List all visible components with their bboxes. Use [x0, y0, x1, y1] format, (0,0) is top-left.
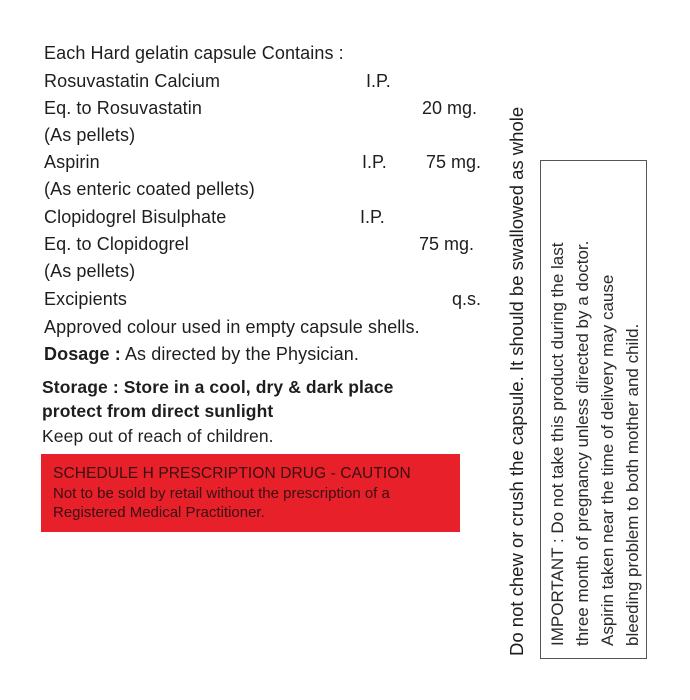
ingredient-quantity: 75 mg. [419, 234, 475, 254]
ingredient-name: (As pellets) [44, 261, 136, 281]
dosage-line [44, 343, 359, 365]
keep-out-of-reach: Keep out of reach of children. [42, 426, 274, 446]
ingredient-quantity: 20 mg. [422, 98, 478, 118]
swallow-warning: Do not chew or crush the capsule. It should be swallowed as whole [506, 106, 527, 656]
ingredient-standard: I.P. [366, 71, 391, 91]
ingredient-name: Eq. to Clopidogrel [44, 234, 189, 254]
schedule-h-line-2: Not to be sold by retail without the prescription of a [53, 485, 390, 502]
ingredient-name: Aspirin [44, 152, 100, 172]
schedule-h-line-3: Registered Medical Practitioner. [53, 504, 265, 521]
schedule-h-title: SCHEDULE H PRESCRIPTION DRUG - CAUTION [53, 465, 411, 482]
schedule-h-banner [41, 454, 460, 532]
composition-heading: Each Hard gelatin capsule Contains : [44, 43, 344, 63]
important-line-4: bleeding problem to both mother and child. [623, 323, 642, 646]
ingredient-name: Excipients [44, 289, 128, 309]
ingredient-name: Clopidogrel Bisulphate [44, 207, 227, 227]
colour-note: Approved colour used in empty capsule shells. [44, 317, 420, 337]
storage-line-2: protect from direct sunlight [42, 401, 274, 421]
ingredient-standard: I.P. [360, 207, 385, 227]
important-line-2: three month of pregnancy unless directed by a doctor. [573, 240, 592, 646]
ingredient-name: (As enteric coated pellets) [44, 179, 255, 199]
ingredient-quantity: 75 mg. [426, 152, 482, 172]
dosage-text: As directed by the Physician. [124, 344, 359, 364]
ingredient-quantity: q.s. [452, 289, 482, 309]
dosage-label: Dosage : [44, 344, 121, 364]
ingredient-name: (As pellets) [44, 125, 136, 145]
ingredient-standard: I.P. [362, 152, 387, 172]
important-line-1: IMPORTANT : Do not take this product during the last [548, 242, 567, 646]
important-line-3: Aspirin taken near the time of delivery may cause [598, 274, 617, 646]
storage-line-1: Storage : Store in a cool, dry & dark place [42, 377, 394, 397]
ingredient-name: Rosuvastatin Calcium [44, 71, 221, 91]
ingredient-name: Eq. to Rosuvastatin [44, 98, 202, 118]
